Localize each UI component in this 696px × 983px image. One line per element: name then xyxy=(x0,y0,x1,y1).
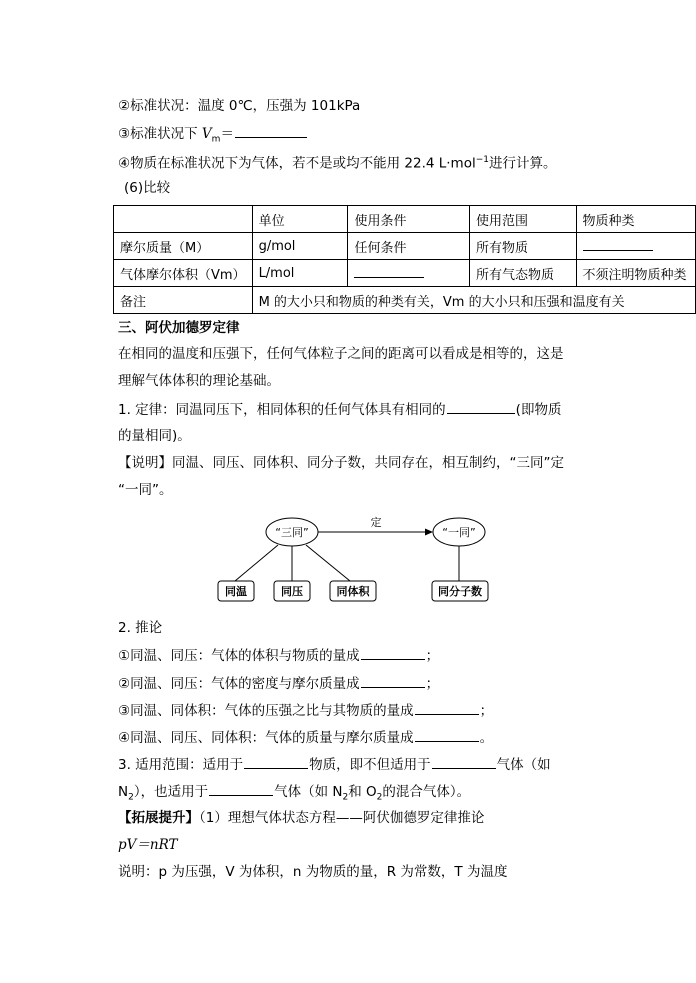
line-standard-conditions: ②标准状况：温度 0℃，压强为 101kPa xyxy=(118,98,361,114)
inference-blank xyxy=(361,645,425,660)
extension-line xyxy=(118,808,484,828)
inference-title: 2. 推论 xyxy=(118,620,163,636)
line-vm-prefix: ③标准状况下 xyxy=(118,126,202,142)
table-cell xyxy=(576,233,695,260)
scope-sub: 2 xyxy=(376,792,383,803)
table-header-row xyxy=(114,206,696,233)
inference-blank xyxy=(415,727,479,742)
right-node-label: “一同” xyxy=(442,526,476,539)
table-cell: 单位 xyxy=(252,206,348,233)
inference-punct: ； xyxy=(425,676,440,692)
table-row xyxy=(114,287,696,314)
scope-sub: 2 xyxy=(128,792,134,803)
paragraph-line: 在相同的温度和压强下，任何气体粒子之间的距离可以看成是相等的，这是 xyxy=(118,346,564,362)
arrow-head xyxy=(425,529,433,536)
scope-blank xyxy=(209,781,273,796)
inference-text: ④同温、同压、同体积：气体的质量与摩尔质量成 xyxy=(118,730,414,746)
table-row xyxy=(114,260,696,287)
inference-punct: ； xyxy=(425,648,440,664)
inference-punct: ； xyxy=(479,703,494,719)
table-cell: 使用范围 xyxy=(469,206,576,233)
scope-text: 气体（如 N xyxy=(274,784,343,800)
branch-line xyxy=(306,545,350,581)
box-label: 同分子数 xyxy=(438,585,482,598)
scope-text: 3. 适用范围：适用于 xyxy=(118,757,244,773)
arrow-label: 定 xyxy=(370,516,382,529)
scope-text: 的混合气体）。 xyxy=(382,784,471,800)
table-cell: g/mol xyxy=(252,233,348,260)
law-line-2: 的量相同)。 xyxy=(118,428,191,444)
inference-item xyxy=(118,645,439,666)
law-text: 1. 定律：同温同压下，相同体积的任何气体具有相同的 xyxy=(118,402,446,418)
inference-punct: 。 xyxy=(479,730,494,746)
left-node-label: “三同” xyxy=(275,526,309,539)
scope-text: 物质，即不但适用于 xyxy=(309,757,431,773)
inference-item xyxy=(118,727,493,748)
note-line: 【说明】同温、同压、同体积、同分子数，共同存在，相互制约，“三同”定 xyxy=(118,455,564,471)
table-row xyxy=(114,233,696,260)
table-blank xyxy=(583,238,653,251)
table-cell: 任何条件 xyxy=(348,233,470,260)
vm-subscript: m xyxy=(211,134,221,145)
extension-tag: 【拓展提升】 xyxy=(118,810,199,826)
table-cell: 不须注明物质种类 xyxy=(576,260,695,287)
table-note-cell: M 的大小只和物质的种类有关，Vm 的大小只和压强和温度有关 xyxy=(252,287,695,314)
inference-item xyxy=(118,673,439,694)
scope-line-2 xyxy=(118,781,470,808)
extension-title: （1）理想气体状态方程——阿伏伽德罗定律推论 xyxy=(199,810,485,826)
table-cell: 物质种类 xyxy=(576,206,695,233)
table-cell xyxy=(114,206,253,233)
inference-text: ②同温、同压：气体的密度与摩尔质量成 xyxy=(118,676,360,692)
table-cell: 摩尔质量（M） xyxy=(114,233,253,260)
line-vm xyxy=(118,123,308,150)
table-blank xyxy=(354,265,424,278)
note-line-2: “一同”。 xyxy=(118,482,173,498)
ideal-gas-formula: pV＝nRT xyxy=(118,837,178,853)
scope-blank xyxy=(244,754,308,769)
formula-description: 说明：p 为压强，V 为体积，n 为物质的量，R 为常数，T 为温度 xyxy=(118,864,508,880)
section-title: 三、阿伏加德罗定律 xyxy=(118,320,240,336)
box-label: 同压 xyxy=(281,585,303,598)
inference-item xyxy=(118,700,493,721)
scope-text: 气体（如 xyxy=(496,757,551,773)
inference-blank xyxy=(415,700,479,715)
scope-text: ），也适用于 xyxy=(133,784,209,800)
vm-equals: ＝ xyxy=(220,126,234,142)
gas-note-sup: −1 xyxy=(475,155,489,165)
table-cell: 使用条件 xyxy=(348,206,470,233)
scope-sub: 2 xyxy=(342,792,349,803)
branch-line xyxy=(235,545,278,581)
scope-line xyxy=(118,754,551,775)
inference-text: ③同温、同体积：气体的压强之比与其物质的量成 xyxy=(118,703,414,719)
scope-text: N xyxy=(118,784,129,800)
inference-text: ①同温、同压：气体的体积与物质的量成 xyxy=(118,648,360,664)
scope-blank xyxy=(432,754,496,769)
three-same-diagram xyxy=(210,512,500,606)
table-cell xyxy=(348,260,470,287)
compare-heading: (6)比较 xyxy=(124,180,171,196)
law-text-tail: (即物质 xyxy=(515,402,562,418)
inference-blank xyxy=(361,673,425,688)
gas-note-tail: 进行计算。 xyxy=(489,155,557,172)
table-cell: L/mol xyxy=(252,260,348,287)
box-label: 同体积 xyxy=(336,585,370,598)
table-cell: 所有物质 xyxy=(469,233,576,260)
vm-symbol: V xyxy=(201,126,212,142)
line-gas-note xyxy=(118,150,557,174)
box-label: 同温 xyxy=(225,585,247,598)
law-line xyxy=(118,399,561,420)
table-cell: 备注 xyxy=(114,287,253,314)
gas-note-text: ④物质在标准状况下为气体，若不是或均不能用 22.4 L·mol xyxy=(118,155,476,172)
table-cell: 气体摩尔体积（Vm） xyxy=(114,260,253,287)
paragraph-line: 理解气体体积的理论基础。 xyxy=(118,373,280,389)
vm-blank xyxy=(235,123,307,138)
law-blank xyxy=(447,399,515,414)
comparison-table xyxy=(113,205,696,314)
scope-text: 和 O xyxy=(348,784,377,800)
table-cell: 所有气态物质 xyxy=(469,260,576,287)
